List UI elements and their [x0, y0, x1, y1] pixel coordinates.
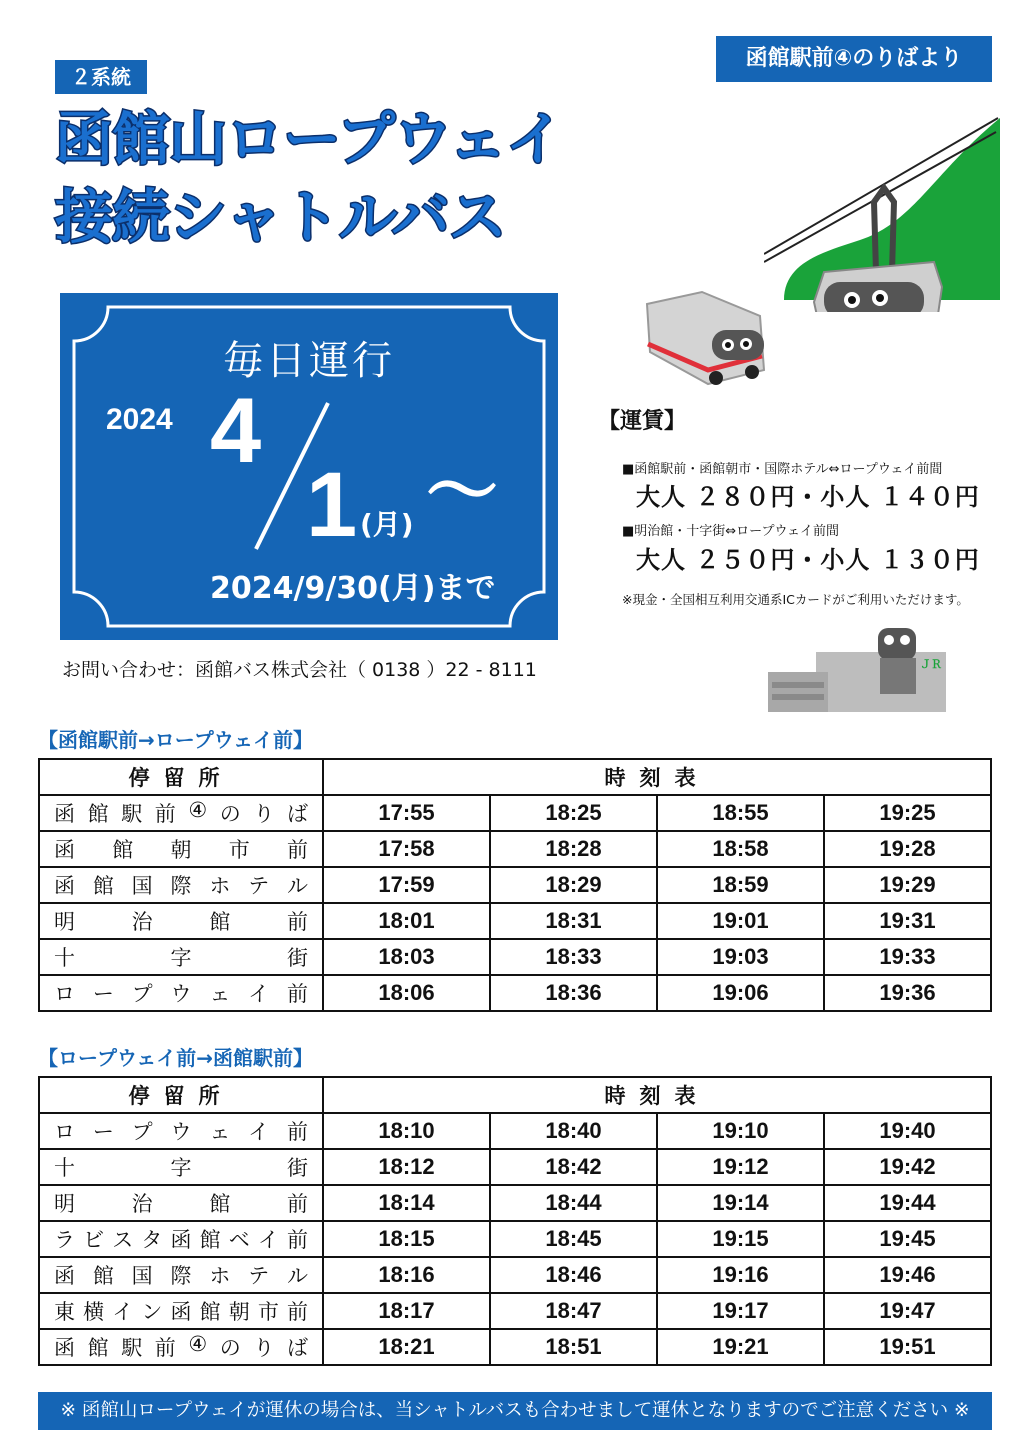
- departure-time: 18:33: [490, 939, 657, 975]
- table-header-row: [39, 1077, 991, 1113]
- timetable-outbound-title: 【函館駅前→ロープウェイ前】: [38, 728, 313, 752]
- departure-time: 18:51: [490, 1329, 657, 1365]
- period-weekday: (月): [360, 508, 414, 541]
- departure-time: 18:25: [490, 795, 657, 831]
- boarding-badge: 函館駅前④のりばより: [716, 36, 992, 82]
- departure-time: 19:29: [824, 867, 991, 903]
- table-row: [39, 1221, 991, 1257]
- departure-time: 19:45: [824, 1221, 991, 1257]
- departure-time: 19:17: [657, 1293, 824, 1329]
- departure-time: 18:15: [323, 1221, 490, 1257]
- page-title-line1: 函館山ロープウェイ: [55, 105, 563, 173]
- stop-column-header: 停留所: [39, 1077, 323, 1113]
- stop-column-header: 停留所: [39, 759, 323, 795]
- table-row: [39, 831, 991, 867]
- fare-price-1: 大人 ２８０円・小人 １４０円: [636, 483, 980, 511]
- suspension-notice: ※ 函館山ロープウェイが運休の場合は、当シャトルバスも合わせまして運休となりますのでご注意ください ※: [38, 1392, 992, 1430]
- page-title-line2: 接続シャトルバス: [55, 183, 506, 251]
- departure-time: 17:58: [323, 831, 490, 867]
- departure-time: 18:14: [323, 1185, 490, 1221]
- departure-time: 19:47: [824, 1293, 991, 1329]
- departure-time: 18:03: [323, 939, 490, 975]
- departure-time: 18:16: [323, 1257, 490, 1293]
- stop-name: 明 治 館 前: [54, 1192, 308, 1216]
- departure-time: 19:06: [657, 975, 824, 1011]
- period-day: 1: [306, 454, 358, 556]
- stop-name: ロ ー プ ウ ェ イ 前: [54, 982, 308, 1006]
- table-row: [39, 1329, 991, 1365]
- departure-time: 18:21: [323, 1329, 490, 1365]
- stop-name: 十 字 街: [54, 946, 308, 970]
- departure-time: 19:01: [657, 903, 824, 939]
- table-row: [39, 939, 991, 975]
- departure-time: 18:29: [490, 867, 657, 903]
- route-badge: ２系統: [55, 60, 147, 94]
- departure-time: 19:33: [824, 939, 991, 975]
- departure-time: 19:36: [824, 975, 991, 1011]
- departure-time: 19:46: [824, 1257, 991, 1293]
- departure-time: 18:58: [657, 831, 824, 867]
- period-tilde: ～: [426, 449, 499, 533]
- fare-price-2: 大人 ２５０円・小人 １３０円: [636, 546, 980, 574]
- table-row: [39, 795, 991, 831]
- table-row: [39, 1113, 991, 1149]
- table-row: [39, 1185, 991, 1221]
- departure-time: 19:25: [824, 795, 991, 831]
- timetable-outbound: [38, 758, 992, 1012]
- departure-time: 18:59: [657, 867, 824, 903]
- departure-time: 19:42: [824, 1149, 991, 1185]
- timetable-return-title: 【ロープウェイ前→函館駅前】: [38, 1046, 313, 1070]
- table-row: [39, 1293, 991, 1329]
- departure-time: 19:15: [657, 1221, 824, 1257]
- stop-name: 明 治 館 前: [54, 910, 308, 934]
- ropeway-illustration: [764, 112, 1004, 312]
- departure-time: 18:28: [490, 831, 657, 867]
- stop-name: 函 館 国 際 ホ テ ル: [54, 874, 308, 898]
- departure-time: 19:51: [824, 1329, 991, 1365]
- period-year: 2024: [106, 403, 173, 436]
- fare-route-1: ■函館駅前・函館朝市・国際ホテル⇔ロープウェイ前間: [622, 462, 943, 477]
- stop-name: ラ ビ ス タ 函 館 ベ イ 前: [54, 1228, 308, 1252]
- departure-time: 19:16: [657, 1257, 824, 1293]
- fare-note: ※現金・全国相互利用交通系ICカードがご利用いただけます。: [622, 592, 969, 607]
- fare-heading: 【運賃】: [598, 409, 687, 434]
- departure-time: 19:44: [824, 1185, 991, 1221]
- departure-time: 19:12: [657, 1149, 824, 1185]
- departure-time: 18:46: [490, 1257, 657, 1293]
- departure-time: 18:01: [323, 903, 490, 939]
- table-row: [39, 903, 991, 939]
- stop-name: ロ ー プ ウ ェ イ 前: [54, 1120, 308, 1144]
- table-row: [39, 1257, 991, 1293]
- stop-name: 函 館 駅 前 ④ の り ば: [54, 1332, 308, 1360]
- daily-operation-label: 毎日運行: [223, 338, 395, 384]
- period-end-date: 2024/9/30(月)まで: [210, 571, 496, 606]
- bus-illustration: [642, 290, 772, 390]
- station-illustration: [768, 622, 948, 712]
- contact-info: お問い合わせ：函館バス株式会社（ 0138 ）22 - 8111: [62, 659, 537, 681]
- departure-time: 19:21: [657, 1329, 824, 1365]
- departure-time: 17:55: [323, 795, 490, 831]
- jr-logo: ＪＲ: [920, 659, 942, 671]
- stop-name: 函 館 国 際 ホ テ ル: [54, 1264, 308, 1288]
- departure-time: 18:17: [323, 1293, 490, 1329]
- departure-time: 18:31: [490, 903, 657, 939]
- departure-time: 19:28: [824, 831, 991, 867]
- period-month: 4: [210, 380, 262, 482]
- stop-name: 東 横 イ ン 函 館 朝 市 前: [54, 1300, 308, 1324]
- time-column-header: 時刻表: [323, 759, 991, 795]
- departure-time: 18:45: [490, 1221, 657, 1257]
- departure-time: 18:47: [490, 1293, 657, 1329]
- departure-time: 17:59: [323, 867, 490, 903]
- stop-name: 函 館 駅 前 ④ の り ば: [54, 798, 308, 826]
- table-header-row: [39, 759, 991, 795]
- departure-time: 18:36: [490, 975, 657, 1011]
- table-row: [39, 867, 991, 903]
- departure-time: 18:44: [490, 1185, 657, 1221]
- stop-name: 函 館 朝 市 前: [54, 838, 308, 862]
- departure-time: 18:55: [657, 795, 824, 831]
- departure-time: 18:40: [490, 1113, 657, 1149]
- operating-period-panel: [60, 293, 558, 640]
- timetable-return: [38, 1076, 992, 1366]
- departure-time: 18:12: [323, 1149, 490, 1185]
- departure-time: 19:10: [657, 1113, 824, 1149]
- stop-name: 十 字 街: [54, 1156, 308, 1180]
- table-row: [39, 1149, 991, 1185]
- departure-time: 19:40: [824, 1113, 991, 1149]
- departure-time: 19:31: [824, 903, 991, 939]
- time-column-header: 時刻表: [323, 1077, 991, 1113]
- departure-time: 18:42: [490, 1149, 657, 1185]
- departure-time: 18:10: [323, 1113, 490, 1149]
- departure-time: 19:03: [657, 939, 824, 975]
- fare-route-2: ■明治館・十字街⇔ロープウェイ前間: [622, 524, 840, 539]
- table-row: [39, 975, 991, 1011]
- departure-time: 18:06: [323, 975, 490, 1011]
- departure-time: 19:14: [657, 1185, 824, 1221]
